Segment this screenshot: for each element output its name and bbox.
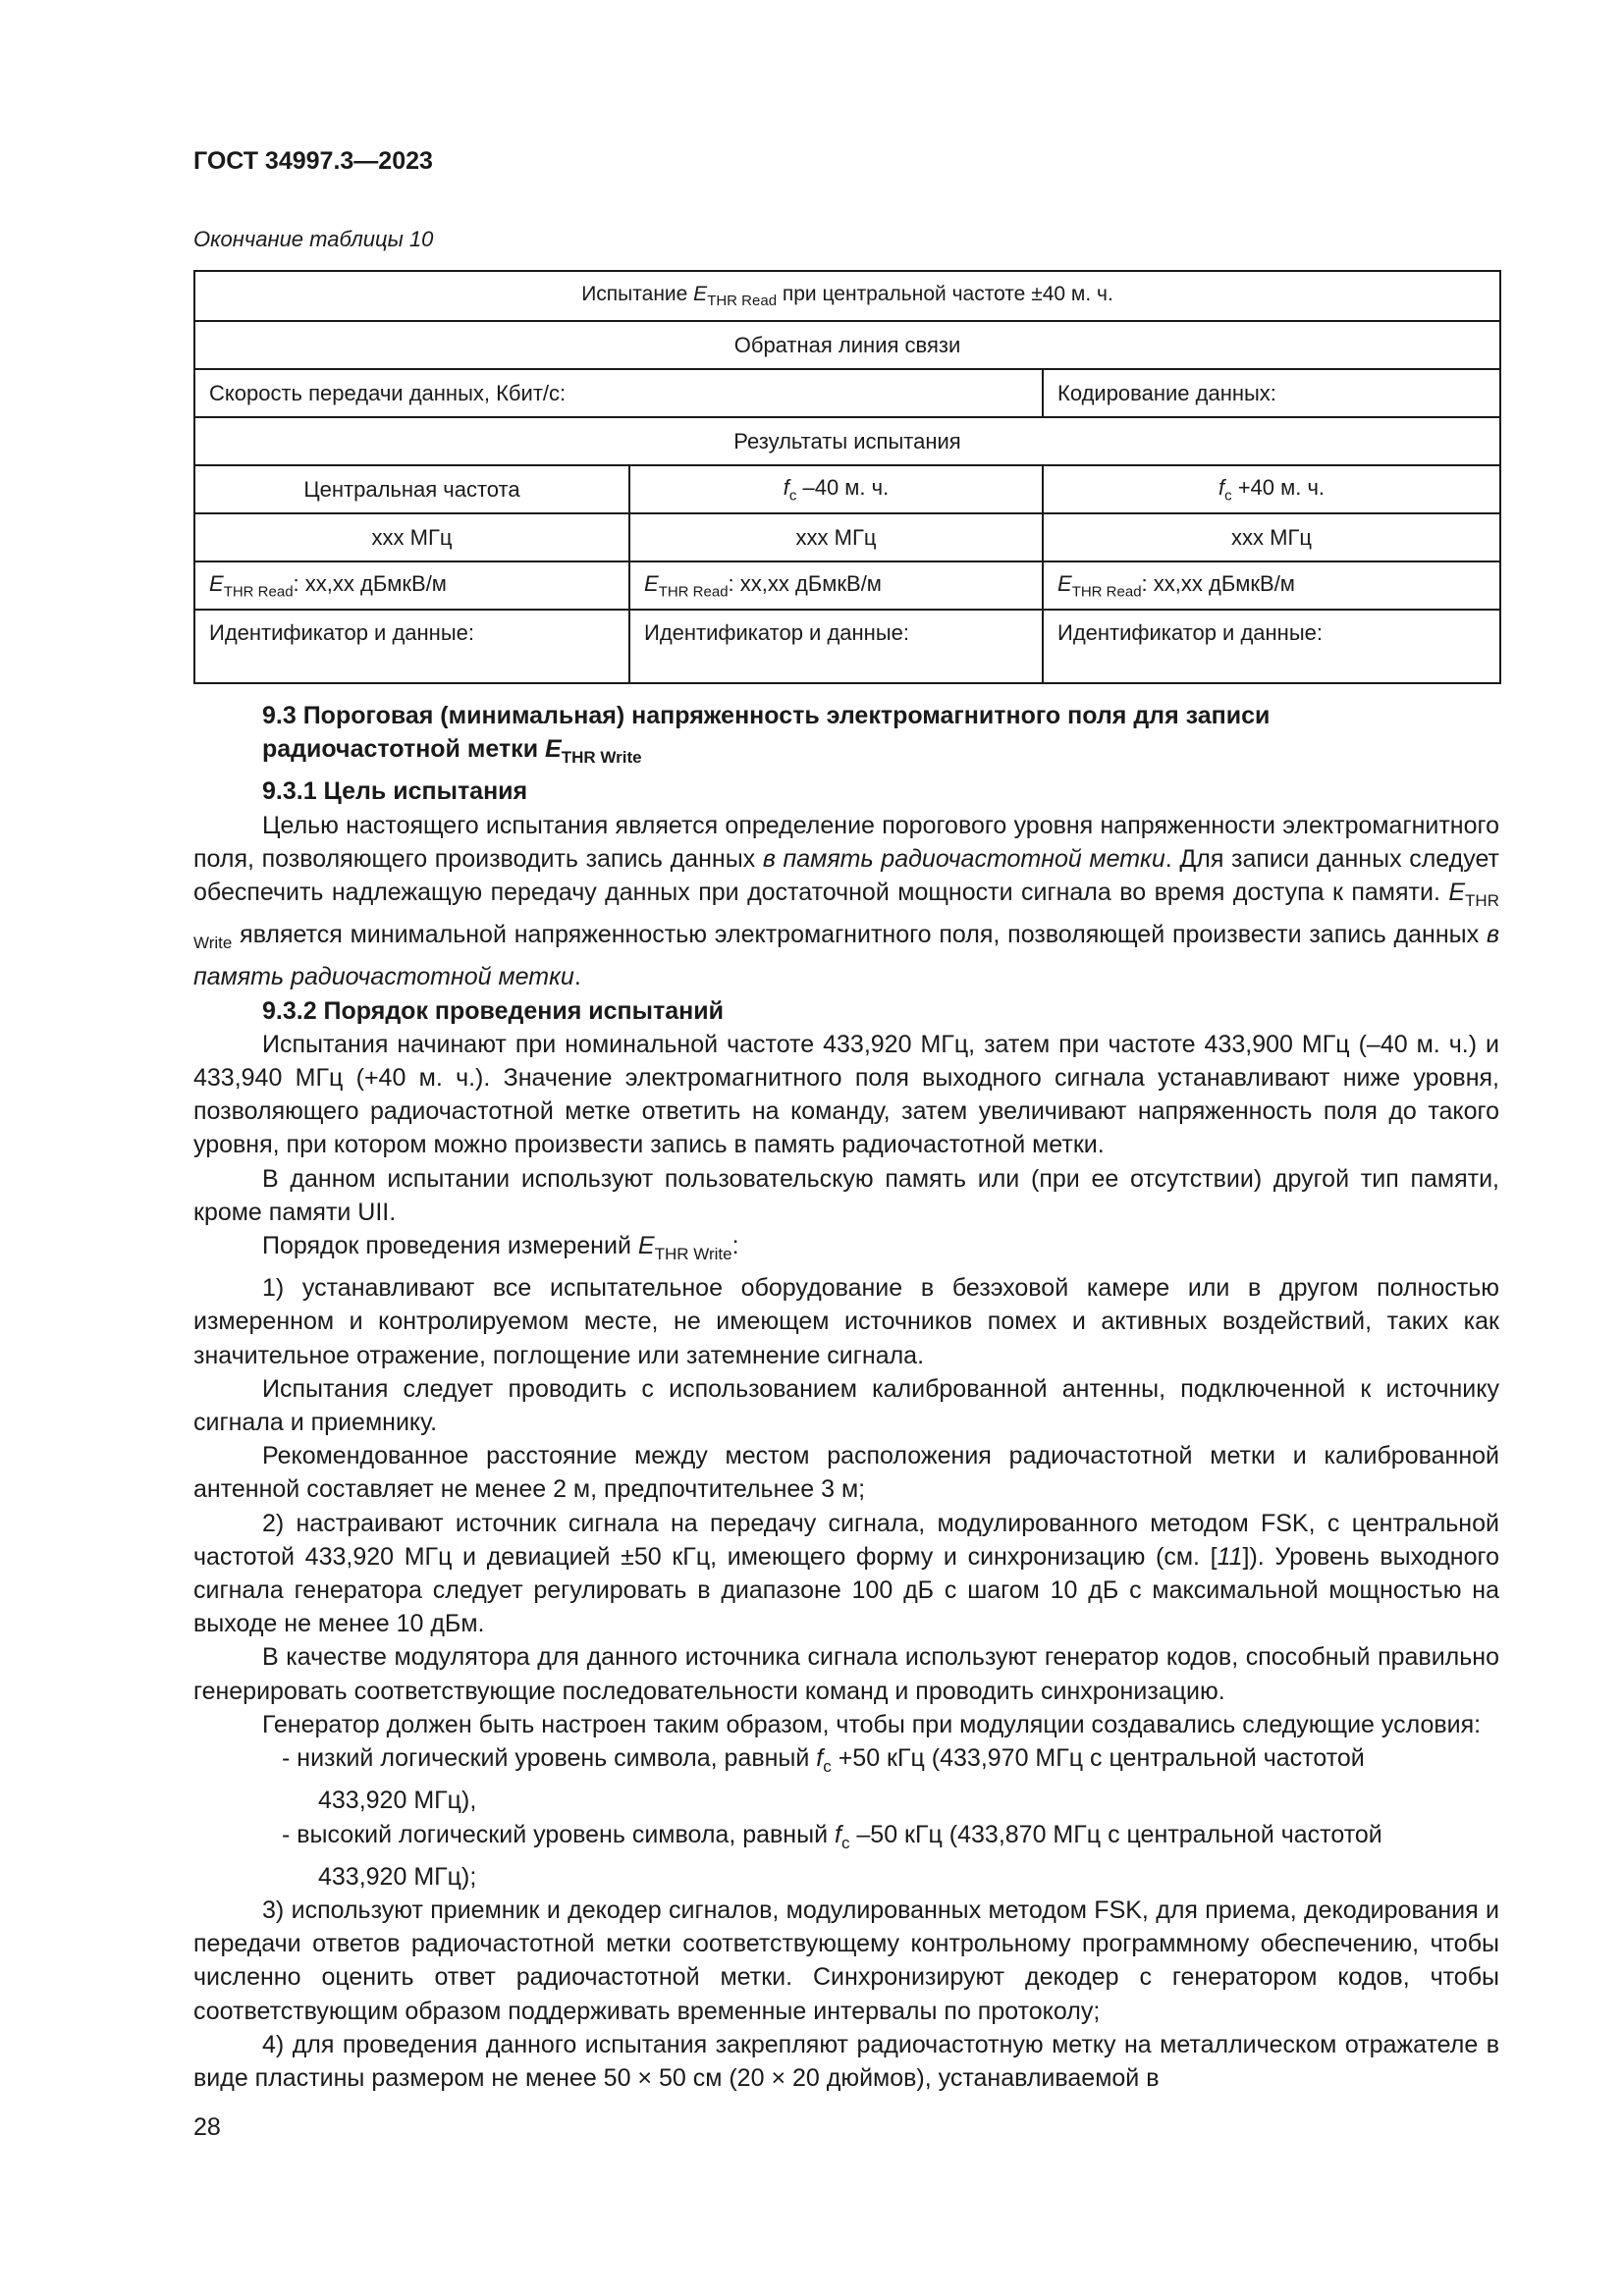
text: . xyxy=(573,963,581,991)
id-cell: Идентификатор и данные: xyxy=(1043,610,1500,683)
id-cell: Идентификатор и данные: xyxy=(629,610,1043,683)
paragraph: Рекомендованное расстояние между местом расположения радиочастотной метки и калиброванной антенной составляет не менее 2 м, предпочтительнее 3 м; xyxy=(193,1442,1499,1504)
table-title-suffix: при центральной частоте ±40 м. ч. xyxy=(777,282,1113,305)
f-subscript: c xyxy=(788,487,797,505)
list-item xyxy=(193,1741,1499,1784)
table-title-prefix: Испытание xyxy=(581,282,694,305)
col-header-minus-text: –40 м. ч. xyxy=(796,474,890,500)
text: - низкий логический уровень символа, равный xyxy=(282,1744,817,1773)
table-row xyxy=(194,321,1500,369)
table-row xyxy=(194,610,1500,683)
paragraph xyxy=(193,1507,1499,1641)
paragraph: Генератор должен быть настроен таким образом, чтобы при модуляции создавались следующие условия: xyxy=(262,1710,1482,1738)
f-symbol: f xyxy=(816,1744,824,1773)
text: –50 кГц (433,870 МГц с центральной частотой xyxy=(849,1820,1382,1848)
paragraph: Испытания следует проводить с использованием калиброванной антенны, подключенной к источнику сигнала и приемнику. xyxy=(193,1374,1499,1437)
f-subscript: c xyxy=(823,1757,832,1777)
text: - высокий логический уровень символа, равный xyxy=(282,1820,835,1848)
table-caption: Окончание таблицы 10 xyxy=(193,227,434,251)
table-row xyxy=(194,369,1500,417)
italic-text: в память радиочастотной метки xyxy=(193,921,1499,991)
text: является минимальной напряженностью электромагнитного поля, позволяющей произвести запись данных xyxy=(232,921,1487,949)
page-number: 28 xyxy=(193,2113,221,2141)
paragraph: Испытания начинают при номинальной частоте 433,920 МГц, затем при частоте 433,900 МГц (–40 м. ч.) и 433,940 МГц (+40 м. ч.). Значение электромагнитного поля выходного сигнала устанавливают ниже уровня, позволяющего радиочастотной метке ответить на команду, затем увеличивают напряженность поля до такого уровня, при котором можно произвести запись в память радиочастотной метки. xyxy=(193,1030,1499,1159)
document-header: ГОСТ 34997.3—2023 xyxy=(193,147,433,175)
e-subscript: THR Read xyxy=(707,293,778,310)
col-header-central: Центральная частота xyxy=(194,465,629,513)
e-subscript: THR Read xyxy=(1071,583,1142,601)
reference-number: 11 xyxy=(1217,1542,1243,1571)
id-cell: Идентификатор и данные: xyxy=(194,610,629,683)
e-subscript: THR Read xyxy=(223,583,294,601)
results-table xyxy=(193,270,1501,684)
list-item-continuation: 433,920 МГц); xyxy=(318,1862,477,1891)
table-row xyxy=(194,513,1500,561)
freq-cell: ххх МГц xyxy=(629,513,1043,561)
table-row xyxy=(194,417,1500,465)
table-title-cell xyxy=(194,271,1500,321)
freq-cell: ххх МГц xyxy=(194,513,629,561)
table-row xyxy=(194,271,1500,321)
paragraph: 3) используют приемник и декодер сигналов, модулированных методом FSK, для приема, декодирования и передачи ответов радиочастотной метки соответствующему контрольному программному обеспечению, чтобы численно оценить ответ радиочастотной метки. Синхронизируют декодер с генератором кодов, чтобы соответствующим образом поддерживать временные интервалы по протоколу; xyxy=(193,1896,1499,2025)
paragraph: 4) для проведения данного испытания закрепляют радиочастотную метку на металлическом отражателе в виде пластины размером не менее 50 × 50 см (20 × 20 дюймов), устанавливаемой в xyxy=(193,2030,1499,2092)
paragraph: В данном испытании используют пользовательскую память или (при ее отсутствии) другой тип памяти, кроме памяти UII. xyxy=(193,1164,1499,1226)
italic-text: в память радиочастотной метки xyxy=(762,844,1165,873)
e-subscript: THR Read xyxy=(658,583,729,601)
paragraph: 1) устанавливают все испытательное оборудование в безэховой камере или в другом полностью измеренном и контролируемом месте, не имеющем источников помех и активных воздействий, таких как значительное отражение, поглощение или затемнение сигнала. xyxy=(193,1274,1499,1369)
e-value: : хх,хх дБмкВ/м xyxy=(1141,570,1295,596)
table-row xyxy=(194,465,1500,513)
e-value: : хх,хх дБмкВ/м xyxy=(728,570,882,596)
e-subscript: THR Write xyxy=(654,1245,732,1264)
f-subscript: c xyxy=(1224,487,1232,505)
e-symbol: E xyxy=(637,1232,655,1260)
f-symbol: f xyxy=(835,1820,841,1848)
section-heading-9-3-1: 9.3.1 Цель испытания xyxy=(262,777,528,806)
freq-cell: ххх МГц xyxy=(1043,513,1500,561)
coding-cell xyxy=(1043,369,1500,417)
e-subscript: THR Write xyxy=(193,891,1499,953)
list-item-continuation: 433,920 МГц), xyxy=(318,1787,477,1815)
e-symbol: E xyxy=(644,570,659,596)
paragraph xyxy=(193,1229,1499,1271)
coding-label: Кодирование данных: xyxy=(1057,380,1276,405)
heading-line-2: радиочастотной метки xyxy=(262,735,546,764)
section-heading-9-3 xyxy=(193,699,1499,774)
f-symbol: f xyxy=(783,474,789,500)
text: ]). Уровень выходного сигнала генератора следует регулировать в диапазоне 100 дБ с шагом 10 дБ с максимальной мощностью на выходе не менее 10 дБм. xyxy=(193,1542,1499,1638)
e-symbol: E xyxy=(545,735,562,764)
e-symbol: E xyxy=(1057,570,1072,596)
col-header-plus xyxy=(1043,465,1500,513)
table-row xyxy=(194,561,1500,610)
e-symbol: E xyxy=(209,570,224,596)
heading-line-1: 9.3 Пороговая (минимальная) напряженность электромагнитного поля для записи xyxy=(262,702,1271,729)
text: : xyxy=(731,1232,739,1260)
f-symbol: f xyxy=(1218,474,1225,500)
return-link-cell: Обратная линия связи xyxy=(194,321,1500,369)
col-header-plus-text: +40 м. ч. xyxy=(1231,474,1326,500)
f-subscript: c xyxy=(840,1833,850,1852)
text: 2) настраивают источник сигнала на передачу сигнала, модулированного методом FSK, с центральной частотой 433,920 МГц и девиацией ±50 кГц, имеющего форму и синхронизацию (см. [ xyxy=(193,1509,1499,1571)
e-value-cell xyxy=(629,561,1043,610)
col-header-minus xyxy=(629,465,1043,513)
text: Целью настоящего испытания является определение порогового уровня напряженности электромагнитного поля, позволяющего производить запись данных xyxy=(193,811,1499,873)
paragraph: В качестве модулятора для данного источника сигнала используют генератор кодов, способный правильно генерировать соответствующие последовательности команд и проводить синхронизацию. xyxy=(193,1643,1499,1705)
section-body xyxy=(193,699,1499,2095)
text: +50 кГц (433,970 МГц с центральной частотой xyxy=(831,1744,1365,1773)
list-item xyxy=(193,1818,1499,1860)
e-symbol: E xyxy=(693,282,708,305)
rate-label: Скорость передачи данных, Кбит/с: xyxy=(209,380,567,405)
text: . Для записи данных следует обеспечить надлежащую передачу данных при достаточной мощности сигнала во время доступа к памяти. xyxy=(193,844,1499,907)
rate-cell xyxy=(194,369,1043,417)
e-value-cell xyxy=(1043,561,1500,610)
e-symbol: E xyxy=(1448,879,1466,907)
section-heading-9-3-2: 9.3.2 Порядок проведения испытаний xyxy=(262,996,724,1025)
text: Порядок проведения измерений xyxy=(262,1232,638,1260)
e-value-cell xyxy=(194,561,629,610)
results-cell: Результаты испытания xyxy=(194,417,1500,465)
e-value: : хх,хх дБмкВ/м xyxy=(293,570,447,596)
e-subscript: THR Write xyxy=(561,748,642,768)
paragraph xyxy=(193,809,1499,994)
